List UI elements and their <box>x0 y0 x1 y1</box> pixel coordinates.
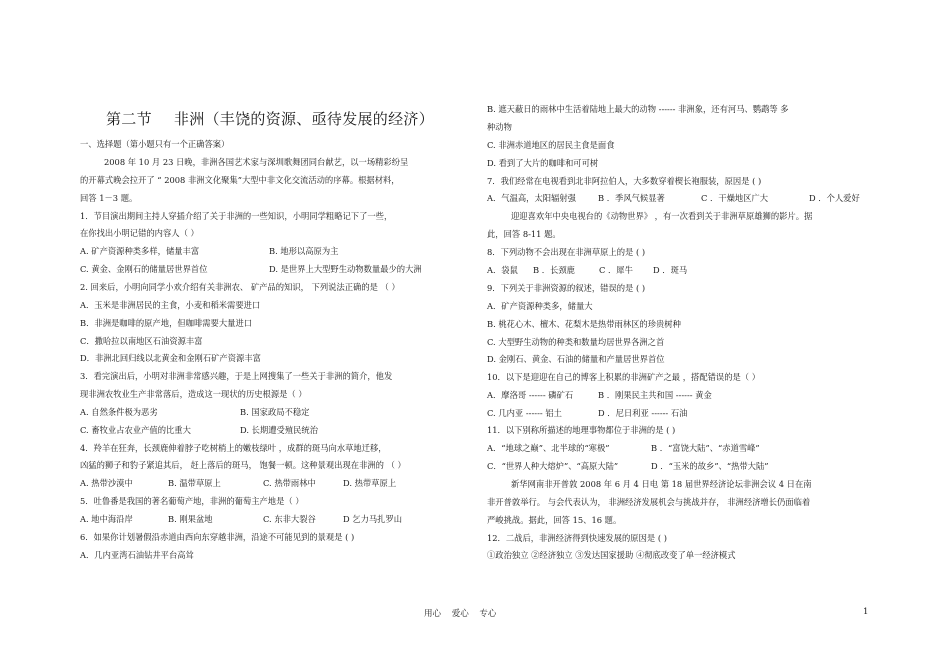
option: D. 金刚石、黄金、石油的储量和产量居世界首位 <box>487 354 665 364</box>
option: ①政治独立 ②经济独立 ③发达国家援助 ④彻底改变了单一经济模式 <box>487 550 736 560</box>
question-8: 8．下列动物不会出现在非洲草原上的是 ( ) <box>487 247 646 257</box>
text-line: 严峻挑战。据此，回答 15、16 题。 <box>487 515 622 525</box>
option: C．“世界人种大熔炉”、“高原大陆” <box>487 461 619 471</box>
text-line: 回答 1－3 题。 <box>80 193 138 203</box>
option: D. 长期遭受殖民统治 <box>240 425 319 435</box>
option: B. 遮天蔽日的雨林中生活着陆地上最大的动物 ------ 非洲象，还有河马、鹦鹉等 多 <box>487 104 789 114</box>
text-line: 凶猛的狮子和豹子紧追其后， 赶上落后的斑马， 饱餐一顿。这种景观出现在非洲的 （ ） <box>80 460 406 470</box>
option: D. 看到了大片的咖啡和可可树 <box>487 158 599 168</box>
option: A．玉米是非洲居民的主食，小麦和稻米需要进口 <box>80 300 261 310</box>
option: C. 黄金、金刚石的储量居世界首位 <box>80 264 208 274</box>
option: A．气温高，太阳辐射强 <box>487 193 576 203</box>
option: D. 是世界上大型野生动物数量最少的大洲 <box>269 264 422 274</box>
option: A．袋鼠 <box>487 265 518 275</box>
text-line: 非开普敦举行。 与会代表认为， 非洲经济发展机会与挑战并存， 非洲经济增长仍面临着 <box>487 497 811 507</box>
text-line: 新华网南非开普敦 2008 年 6 月 4 日电 第 18 届世界经济论坛非洲会议 4 日在南 <box>511 479 812 489</box>
text-line: 的开幕式晚会拉开了 “ 2008 非洲文化聚集”大型中非文化交流活动的序幕。根据材料， <box>80 175 400 185</box>
text-line: 种动物 <box>487 122 512 132</box>
page-number: 1 <box>863 607 869 617</box>
page-footer: 用心 爱心 专心 <box>424 609 497 619</box>
question-9: 9．下列关于非洲资源的叙述，错误的是 ( ) <box>487 283 646 293</box>
text-line: 迎迎喜欢年中央电视台的《动物世界》 ，有一次看到关于非洲草原雄狮的影片。据 <box>511 211 813 221</box>
option: C. 大型野生动物的种类和数量均居世界各洲之首 <box>487 337 665 347</box>
option: B ．刚果民主共和国 ------ 黄金 <box>598 390 712 400</box>
option: A．摩洛哥 ------ 磷矿石 <box>487 390 574 400</box>
question-2: 2. 回来后，小明向同学小欢介绍有关非洲农、 矿产品的知识， 下列说法正确的是 （ ） <box>80 282 400 292</box>
option: C. 几内亚 ------ 铝土 <box>487 408 562 418</box>
option: A. 地中海沿岸 <box>80 514 133 524</box>
option: A．“地球之巅”、北半球的“寒极” <box>487 443 610 453</box>
question-5: 5．吐鲁番是我国的著名葡萄产地，非洲的葡萄主产地是（ ） <box>80 496 304 506</box>
page-title <box>106 108 434 129</box>
text-line: 现非洲农牧业生产非常落后，造成这一现状的历史根源是（ ） <box>80 389 307 399</box>
option: A．几内亚湾石油钻井平台高耸 <box>80 550 194 560</box>
option: D ．“玉米的故乡”、“热带大陆” <box>651 461 769 471</box>
option: D ．尼日利亚 ------ 石油 <box>598 408 688 418</box>
option: D．非洲北回归线以北黄金和金刚石矿产资源丰富 <box>80 353 261 363</box>
option: C. 非洲赤道地区的居民主食是面食 <box>487 140 615 150</box>
text-line: 2008 年 10 月 23 日晚，非洲各国艺术家与深圳歌舞团同台献艺，以一场精彩纷呈 <box>104 157 409 167</box>
option: B. 国家政局不稳定 <box>240 407 310 417</box>
text-line: 一、选择题（第小题只有一个正确答案） <box>80 139 230 149</box>
question-11: 11．以下别称所描述的地理事物都位于非洲的是 ( ) <box>487 425 676 435</box>
option: B. 刚果盆地 <box>168 514 213 524</box>
option: B. 地形以高原为主 <box>269 246 339 256</box>
question-1: 1．节目演出期间主持人穿插介绍了关于非洲的一些知识，小明同学粗略记下了一些， <box>80 211 393 221</box>
option: B．非洲是咖啡的原产地，但咖啡需要大量进口 <box>80 318 253 328</box>
option: B. 温带草原上 <box>168 478 221 488</box>
option: C ．干燥地区广大 <box>701 193 769 203</box>
section-number: 第二节 <box>106 110 152 128</box>
text-line: 在你找出小明记错的内容人（ ） <box>80 228 199 238</box>
option: D. 热带草原上 <box>343 478 397 488</box>
option: D ．斑马 <box>653 265 688 275</box>
option: C. 东非大裂谷 <box>263 514 316 524</box>
option: C．撒哈拉以南地区石油资源丰富 <box>80 336 203 346</box>
question-4: 4．羚羊在狂奔，长颈鹿伸着脖子吃树梢上的嫩枝绿叶 ，成群的斑马向水草地迁移， <box>80 443 387 453</box>
option: A. 自然条件极为恶劣 <box>80 407 158 417</box>
text-line: 此，回答 8-11 题。 <box>487 229 561 239</box>
question-7: 7．我们经常在电视看到北非阿拉伯人，大多数穿着楔长袍服装，原因是 ( ) <box>487 176 762 186</box>
question-12: 12．二战后，非洲经济得到快速发展的原因是 ( ) <box>487 533 667 543</box>
option: B ．长颈鹿 <box>533 265 575 275</box>
option: C. 畜牧业占农业产值的比重大 <box>80 425 191 435</box>
option: D ．个人爱好 <box>809 193 860 203</box>
option: D 乞力马扎罗山 <box>343 514 403 524</box>
option: A. 矿产资源种类多样，储量丰富 <box>80 246 200 256</box>
option: C ．犀牛 <box>599 265 633 275</box>
option: C. 热带雨林中 <box>263 478 316 488</box>
option: B ．季风气候显著 <box>598 193 665 203</box>
section-name: 非洲（丰饶的资源、亟待发展的经济） <box>173 110 435 128</box>
option: B. 桃花心木、檀木、花梨木是热带雨林区的珍贵树种 <box>487 319 681 329</box>
question-10: 10．以下是迎迎在自己的博客上积累的非洲矿产之最 ，搭配错误的是（ ） <box>487 372 761 382</box>
option: A. 热带沙漠中 <box>80 478 133 488</box>
question-3: 3．看完演出后，小明对非洲非常感兴趣，于是上网搜集了一些关于非洲的简介，他发 <box>80 371 393 381</box>
option: A．矿产资源种类多，储量大 <box>487 301 593 311</box>
option: B ．“富饶大陆”、“赤道雪峰” <box>651 443 760 453</box>
question-6: 6．如果你计划暑假沿赤道由西向东穿越非洲，沿途不可能见到的景观是 ( ) <box>80 532 355 542</box>
